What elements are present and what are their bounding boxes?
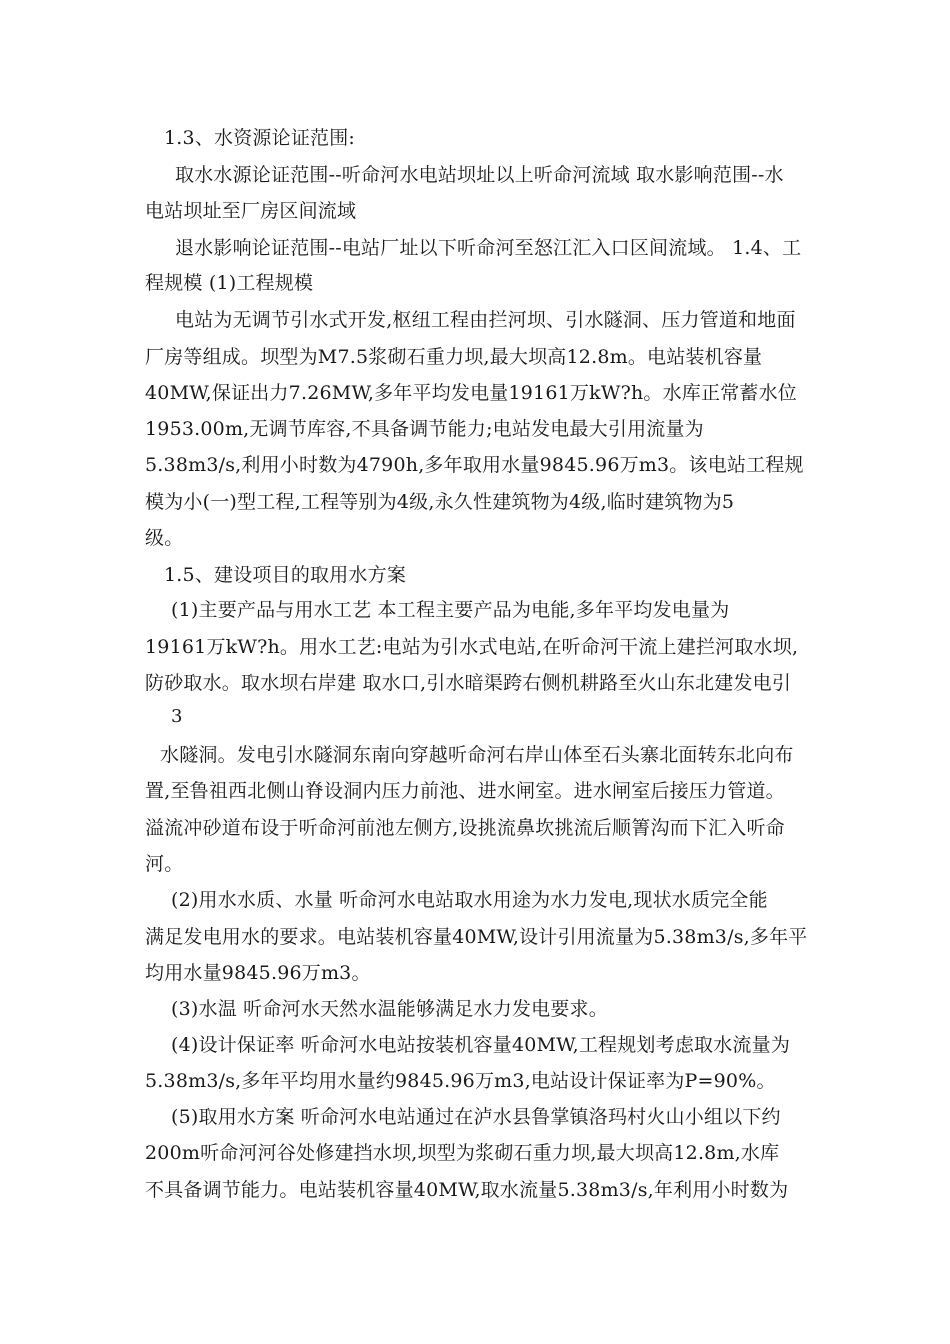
paragraph-line: 电站为无调节引水式开发,枢纽工程由拦河坝、引水隧洞、压力管道和地面 — [175, 309, 796, 331]
paragraph-line: 程规模 (1)工程规模 — [145, 272, 314, 294]
paragraph-line: 40MW,保证出力7.26MW,多年平均发电量19161万kW?h。水库正常蓄水位 — [145, 382, 797, 404]
paragraph-line: 5.38m3/s,多年平均用水量约9845.96万m3,电站设计保证率为P=90%。 — [145, 1070, 776, 1092]
paragraph-line: (4)设计保证率 听命河水电站按装机容量40MW,工程规划考虑取水流量为 — [171, 1034, 791, 1056]
paragraph-line: 电站坝址至厂房区间流域 — [145, 200, 357, 222]
section-heading-1-5: 1.5、建设项目的取用水方案 — [164, 564, 407, 586]
section-heading-1-3: 1.3、水资源论证范围: — [164, 127, 356, 149]
paragraph-line: 河。 — [145, 853, 184, 875]
paragraph-line: 退水影响论证范围--电站厂址以下听命河至怒江汇入口区间流域。 1.4、工 — [175, 237, 802, 259]
paragraph-line: 取水水源论证范围--听命河水电站坝址以上听命河流域 取水影响范围--水 — [175, 164, 784, 186]
paragraph-line: 级。 — [145, 527, 184, 549]
paragraph-line: 置,至鲁祖西北侧山脊设洞内压力前池、进水闸室。进水闸室后接压力管道。 — [145, 780, 785, 802]
paragraph-line: 厂房等组成。坝型为M7.5浆砌石重力坝,最大坝高12.8m。电站装机容量 — [145, 346, 763, 368]
paragraph-line: (5)取用水方案 听命河水电站通过在泸水县鲁掌镇洛玛村火山小组以下约 — [171, 1106, 781, 1128]
paragraph-line: 5.38m3/s,利用小时数为4790h,多年取用水量9845.96万m3。该电站工程规 — [145, 454, 804, 476]
paragraph-line: (1)主要产品与用水工艺 本工程主要产品为电能,多年平均发电量为 — [171, 599, 730, 621]
paragraph-line: 水隧洞。发电引水隧洞东南向穿越听命河右岸山体至石头寨北面转东北向布 — [160, 744, 794, 766]
paragraph-line: 1953.00m,无调节库容,不具备调节能力;电站发电最大引用流量为 — [145, 418, 704, 440]
paragraph-line: 防砂取水。取水坝右岸建 取水口,引水暗渠跨右侧机耕路至火山东北建发电引 — [145, 672, 792, 694]
paragraph-line: 不具备调节能力。电站装机容量40MW,取水流量5.38m3/s,年利用小时数为 — [145, 1179, 789, 1201]
page-number: 3 — [171, 706, 183, 727]
paragraph-line: (2)用水水质、水量 听命河水电站取水用途为水力发电,现状水质完全能 — [171, 889, 768, 911]
paragraph-line: 溢流冲砂道布设于听命河前池左侧方,设挑流鼻坎挑流后顺箐沟而下汇入听命 — [145, 817, 785, 839]
paragraph-line: (3)水温 听命河水天然水温能够满足水力发电要求。 — [171, 998, 608, 1020]
paragraph-line: 模为小(一)型工程,工程等别为4级,永久性建筑物为4级,临时建筑物为5 — [145, 491, 735, 513]
paragraph-line: 200m听命河河谷处修建挡水坝,坝型为浆砌石重力坝,最大坝高12.8m,水库 — [145, 1142, 780, 1164]
paragraph-line: 满足发电用水的要求。电站装机容量40MW,设计引用流量为5.38m3/s,多年平 — [145, 926, 808, 948]
paragraph-line: 均用水量9845.96万m3。 — [145, 962, 371, 984]
paragraph-line: 19161万kW?h。用水工艺:电站为引水式电站,在听命河干流上建拦河取水坝, — [145, 636, 799, 658]
